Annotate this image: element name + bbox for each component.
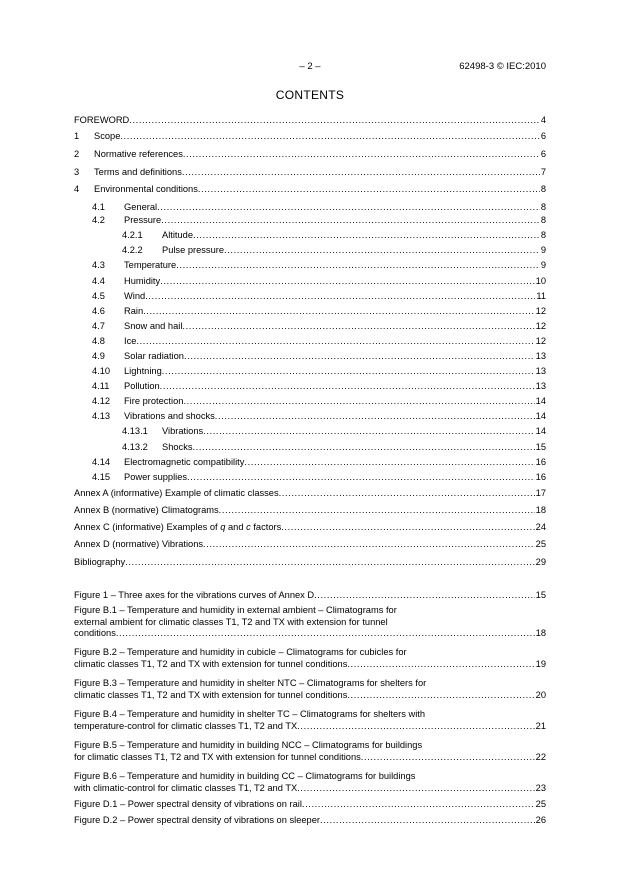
dot-leader [297, 721, 534, 733]
toc-entry-number: 4.4 [92, 276, 105, 286]
dot-leader [302, 799, 535, 811]
toc-entry-label: Annex A (informative) Example of climatic classes [74, 488, 279, 498]
toc-entry[interactable] [74, 425, 546, 438]
toc-entry-number: 4.6 [92, 306, 105, 316]
page-number: – 2 – [299, 61, 321, 72]
toc-entry-page: 29 [535, 557, 546, 567]
dot-leader [160, 380, 535, 393]
toc-entry-page: 14 [535, 411, 546, 421]
toc-entry[interactable] [74, 365, 546, 378]
dot-leader [279, 487, 535, 500]
figure-entry-text: external ambient for climatic classes T1, T2 and TX with extension for tunnel [74, 616, 388, 627]
figure-entry-text: for climatic classes T1, T2 and TX with extension for tunnel conditions [74, 751, 361, 762]
figure-entry-text: temperature-control for climatic classes T1, T2 and TX [74, 720, 298, 731]
toc-entry-page: 8 [540, 202, 546, 212]
dot-leader [184, 350, 535, 363]
figure-entry[interactable] [74, 771, 546, 794]
toc-entry[interactable] [74, 538, 546, 551]
figure-entry-page: 19 [535, 658, 546, 669]
toc-entry[interactable] [74, 504, 546, 517]
toc-entry-label: Environmental conditions [94, 184, 198, 194]
figure-entry[interactable] [74, 740, 546, 763]
dot-leader [125, 556, 534, 569]
toc-entry-number: 1 [74, 131, 80, 141]
toc-entry-page: 4 [540, 115, 546, 125]
toc-entry-page: 18 [535, 505, 546, 515]
figure-entry-text: Figure D.1 – Power spectral density of vibrations on rail [74, 799, 302, 809]
toc-entry-page: 17 [535, 488, 546, 498]
figure-entry-text: Figure B.4 – Temperature and humidity in shelter TC – Climatograms for shelters with [74, 709, 426, 719]
figure-entry-text: with climatic-control for climatic classes T1, T2 and TX [74, 782, 298, 793]
toc-entry-label: Altitude [162, 230, 194, 240]
toc-entry[interactable] [74, 320, 546, 333]
toc-entry-label: Vibrations and shocks [124, 411, 215, 421]
figure-entry-text: Figure D.2 – Power spectral density of vibrations on sleeper [74, 815, 320, 825]
toc-entry[interactable] [74, 148, 546, 161]
toc-entry[interactable] [74, 183, 546, 196]
figure-entry[interactable] [74, 709, 546, 732]
dot-leader [320, 815, 535, 827]
dot-leader [183, 395, 534, 408]
toc-entry-label: Temperature [124, 260, 177, 270]
toc-entry-number: 4.13.2 [122, 442, 148, 452]
figure-entry[interactable] [74, 647, 546, 670]
figure-entry-text: Figure B.1 – Temperature and humidity in external ambient – Climatograms for [74, 605, 397, 615]
toc-entry[interactable] [74, 521, 546, 534]
toc-entry-page: 8 [540, 215, 546, 225]
toc-entry-page: 14 [535, 396, 546, 406]
toc-entry-label: Annex C (informative) Examples of q and c factors [74, 522, 282, 532]
toc-entry-label: Electromagnetic compatibility [124, 457, 245, 467]
toc-entry-label: Annex D (normative) Vibrations [74, 539, 204, 549]
toc-entry-page: 6 [540, 149, 546, 159]
dot-leader [193, 441, 535, 454]
figure-entry[interactable] [74, 678, 546, 701]
figure-entry[interactable] [74, 590, 546, 602]
toc-entry-number: 4.1 [92, 202, 105, 212]
toc-entry-label: Normative references [94, 149, 183, 159]
dot-leader [361, 752, 535, 764]
toc-entry[interactable] [74, 395, 546, 408]
figure-entry-page: 21 [535, 720, 546, 731]
toc-entry-label: Power supplies [124, 472, 188, 482]
dot-leader [347, 690, 534, 702]
toc-entry-page: 24 [535, 522, 546, 532]
toc-entry-number: 4.14 [92, 457, 111, 467]
toc-entry-number: 4.2 [92, 215, 105, 225]
dot-leader [244, 456, 534, 469]
toc-entry-label: Terms and definitions [94, 167, 182, 177]
figure-entry-page: 25 [535, 799, 546, 809]
figure-entry[interactable] [74, 605, 546, 640]
toc-entry-page: 10 [535, 276, 546, 286]
toc-entry-page: 6 [540, 131, 546, 141]
toc-entry-label: Annex B (normative) Climatograms [74, 505, 219, 515]
toc-entry[interactable] [74, 441, 546, 454]
figure-entry-page: 22 [535, 751, 546, 762]
toc-entry[interactable] [74, 201, 546, 214]
dot-leader [160, 275, 534, 288]
toc-entry[interactable] [74, 350, 546, 363]
toc-entry[interactable] [74, 456, 546, 469]
toc-entry-page: 12 [535, 336, 546, 346]
toc-entry[interactable] [74, 290, 546, 303]
figure-entry[interactable] [74, 815, 546, 827]
toc-entry-number: 4.13.1 [122, 426, 148, 436]
dot-leader [120, 130, 539, 143]
toc-entry-label: Vibrations [162, 426, 204, 436]
figure-entry-page: 23 [535, 782, 546, 793]
dot-leader [203, 538, 535, 551]
toc-entry-number: 4.9 [92, 351, 105, 361]
toc-entry[interactable] [74, 244, 546, 257]
toc-entry[interactable] [74, 214, 546, 227]
dot-leader [193, 229, 540, 242]
toc-entry-page: 9 [540, 245, 546, 255]
dot-leader [183, 148, 540, 161]
toc-entry-page: 13 [535, 366, 546, 376]
toc-entry-label: General [124, 202, 158, 212]
dot-leader [203, 425, 534, 438]
toc-entry-number: 4.8 [92, 336, 105, 346]
toc-entry[interactable] [74, 305, 546, 318]
toc-entry-label: Pulse pressure [162, 245, 225, 255]
dot-leader [347, 659, 534, 671]
dot-leader [143, 305, 535, 318]
dot-leader [162, 365, 535, 378]
toc-entry[interactable] [74, 275, 546, 288]
figure-entry-text: Figure B.3 – Temperature and humidity in shelter NTC – Climatograms for shelters for [74, 678, 427, 688]
toc-entry-page: 8 [540, 184, 546, 194]
toc-entry-page: 13 [535, 381, 546, 391]
dot-leader [136, 335, 534, 348]
toc-entry-number: 3 [74, 167, 80, 177]
toc-entry-number: 4.3 [92, 260, 105, 270]
dot-leader [145, 290, 535, 303]
toc-entry-label: Pressure [124, 215, 162, 225]
toc-entry-number: 4.7 [92, 321, 105, 331]
toc-entry-number: 4.5 [92, 291, 105, 301]
figure-entry-page: 18 [535, 628, 546, 639]
figure-entry-text: Figure B.2 – Temperature and humidity in cubicle – Climatograms for cubicles for [74, 647, 407, 657]
toc-entry-page: 11 [536, 291, 546, 301]
dot-leader [187, 471, 535, 484]
toc-entry-label: Lightning [124, 366, 162, 376]
toc-entry-number: 4.12 [92, 396, 111, 406]
toc-entry[interactable] [74, 410, 546, 423]
toc-entry-page: 12 [535, 306, 546, 316]
toc-entry-number: 4.2.2 [122, 245, 143, 255]
toc-entry[interactable] [74, 335, 546, 348]
toc-entry-label: Solar radiation [124, 351, 184, 361]
figure-entry-page: 20 [535, 689, 546, 700]
toc-entry-number: 4.2.1 [122, 230, 143, 240]
figure-entry-text: Figure 1 – Three axes for the vibrations curves of Annex D [74, 590, 315, 600]
toc-entry-label: Scope [94, 131, 121, 141]
dot-leader [182, 320, 534, 333]
figure-entry[interactable] [74, 799, 546, 811]
dot-leader [215, 410, 535, 423]
toc-entry-label: Wind [124, 291, 146, 301]
toc-entry-page: 14 [535, 426, 546, 436]
toc-entry-page: 13 [535, 351, 546, 361]
toc-entry-page: 25 [535, 539, 546, 549]
toc-entry-label: FOREWORD [74, 115, 130, 125]
toc-entry[interactable] [74, 229, 546, 242]
contents-title: CONTENTS [275, 88, 345, 102]
dot-leader [157, 201, 540, 214]
toc-entry-label: Humidity [124, 276, 161, 286]
toc-entry[interactable] [74, 114, 546, 127]
toc-entry-page: 16 [535, 472, 546, 482]
toc-entry[interactable] [74, 487, 546, 500]
toc-entry-number: 4.15 [92, 472, 111, 482]
document-reference: 62498-3 © IEC:2010 [459, 61, 546, 72]
dot-leader [219, 504, 535, 517]
figure-entry-text: conditions [74, 628, 116, 639]
toc-entry-number: 4 [74, 184, 80, 194]
toc-entry-label: Fire protection [124, 396, 184, 406]
toc-entry-label: Ice [124, 336, 137, 346]
dot-leader [297, 783, 534, 795]
toc-entry-number: 4.13 [92, 411, 111, 421]
toc-entry[interactable] [74, 166, 546, 179]
toc-entry-page: 16 [535, 457, 546, 467]
dot-leader [161, 214, 540, 227]
toc-entry-page: 7 [540, 167, 546, 177]
dot-leader [182, 166, 540, 179]
toc-entry-label: Rain [124, 306, 144, 316]
toc-entry-page: 15 [535, 442, 546, 452]
dot-leader [116, 628, 535, 640]
dot-leader [281, 521, 534, 534]
toc-entry[interactable] [74, 380, 546, 393]
figure-entry-page: 26 [535, 815, 546, 825]
toc-entry-number: 2 [74, 149, 80, 159]
toc-entry-label: Snow and hail [124, 321, 183, 331]
dot-leader [224, 244, 540, 257]
toc-entry-page: 9 [540, 260, 546, 270]
dot-leader [314, 590, 535, 602]
dot-leader [198, 183, 540, 196]
toc-entry-label: Bibliography [74, 557, 126, 567]
figure-entry-text: climatic classes T1, T2 and TX with extension for tunnel conditions [74, 658, 348, 669]
toc-entry[interactable] [74, 259, 546, 272]
toc-entry-page: 8 [540, 230, 546, 240]
toc-entry[interactable] [74, 556, 546, 569]
toc-entry[interactable] [74, 130, 546, 143]
figure-entry-text: climatic classes T1, T2 and TX with extension for tunnel conditions [74, 689, 348, 700]
toc-entry-label: Pollution [124, 381, 160, 391]
toc-entry-page: 12 [535, 321, 546, 331]
toc-entry-number: 4.11 [92, 381, 110, 391]
toc-entry-number: 4.10 [92, 366, 111, 376]
toc-entry-label: Shocks [162, 442, 193, 452]
toc-entry[interactable] [74, 471, 546, 484]
dot-leader [129, 114, 540, 127]
dot-leader [176, 259, 540, 272]
figure-entry-page: 15 [535, 590, 546, 600]
figure-entry-text: Figure B.5 – Temperature and humidity in building NCC – Climatograms for buildings [74, 740, 423, 750]
figure-entry-text: Figure B.6 – Temperature and humidity in building CC – Climatograms for buildings [74, 771, 416, 781]
